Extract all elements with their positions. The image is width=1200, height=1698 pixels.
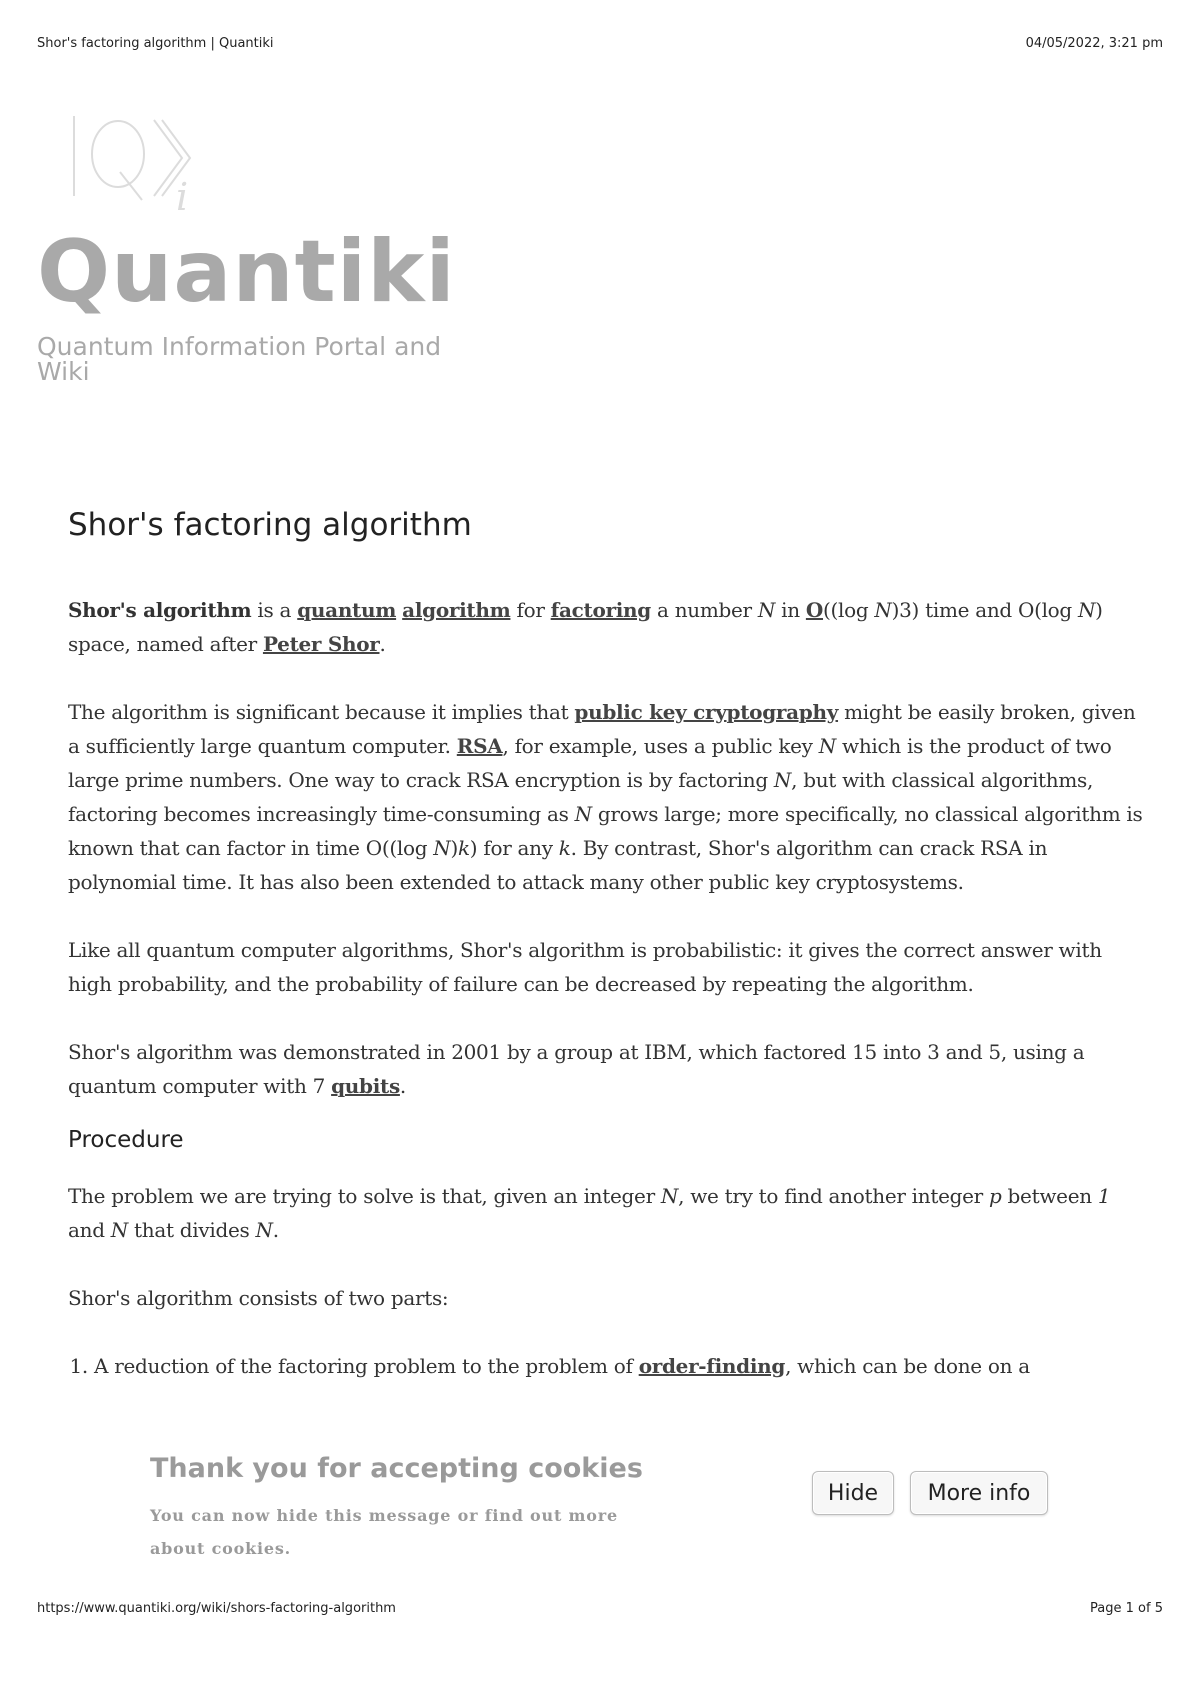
demonstration-paragraph: Shor's algorithm was demonstrated in 2001 by a group at IBM, which factored 15 into 3 and 5, using a quantum computer with 7 qubits.	[68, 1040, 1085, 1098]
link-peter-shor[interactable]: Peter Shor	[262, 632, 380, 656]
print-header	[37, 36, 1163, 51]
parts-list	[68, 1349, 1148, 1383]
significance-paragraph: The algorithm is significant because it implies that public key cryptography might be easily broken, given a sufficiently large quantum computer. RSA, for example, uses a public key N which is the product of two large prime numbers. One way to crack RSA encryption is by factoring N, but with classical algorithms, factoring becomes increasingly time-consuming as N grows large; more specifically, no classical algorithm is known that can factor in time O((log N)k) for any k. By contrast, Shor's algorithm can crack RSA in polynomial time. It has also been extended to attack many other public key cryptosystems.	[68, 700, 1143, 894]
svg-text:i: i	[176, 175, 189, 217]
print-footer-url: https://www.quantiki.org/wiki/shors-factoring-algorithm	[37, 1601, 396, 1616]
list-item: 1. A reduction of the factoring problem to the problem of order-finding, which can be done on a	[94, 1349, 1148, 1383]
cookie-banner-title: Thank you for accepting cookies	[150, 1453, 643, 1484]
cookie-banner-text: You can now hide this message or find out more about cookies.	[150, 1506, 618, 1558]
print-header-title: Shor's factoring algorithm | Quantiki	[37, 36, 274, 51]
term-shors-algorithm: Shor's algorithm	[68, 598, 252, 622]
intro-paragraph: Shor's algorithm is a quantum algorithm for factoring a number N in O((log N)3) time and O(log N) space, named after Peter Shor.	[68, 598, 1103, 656]
link-qubits[interactable]: qubits	[331, 1074, 400, 1098]
page-title: Shor's factoring algorithm	[68, 507, 472, 543]
print-footer-page: Page 1 of 5	[1090, 1601, 1163, 1616]
print-header-datetime: 04/05/2022, 3:21 pm	[1025, 36, 1163, 51]
cookie-banner	[150, 1449, 1050, 1579]
link-rsa[interactable]: RSA	[456, 734, 503, 758]
hide-button[interactable]: Hide	[812, 1471, 894, 1515]
more-info-button[interactable]: More info	[910, 1471, 1048, 1515]
link-algorithm[interactable]: algorithm	[402, 598, 511, 622]
link-order-finding[interactable]: order-finding	[638, 1354, 786, 1378]
parts-intro-paragraph: Shor's algorithm consists of two parts:	[68, 1286, 449, 1310]
probabilistic-paragraph: Like all quantum computer algorithms, Shor's algorithm is probabilistic: it gives the correct answer with high probability, and the probability of failure can be decreased by repeating the algorithm.	[68, 938, 1102, 996]
site-slogan: Quantum Information Portal and Wiki	[37, 332, 442, 386]
link-factoring[interactable]: factoring	[550, 598, 651, 622]
site-name[interactable]: Quantiki	[37, 222, 456, 322]
link-quantum[interactable]: quantum	[297, 598, 397, 622]
link-big-o[interactable]: O	[805, 598, 824, 622]
link-public-key-cryptography[interactable]: public key cryptography	[574, 700, 839, 724]
problem-paragraph: The problem we are trying to solve is that, given an integer N, we try to find another integer p between 1 and N that divides N.	[68, 1184, 1111, 1242]
print-footer	[37, 1601, 1163, 1616]
qi-logo-icon[interactable]	[70, 112, 210, 217]
procedure-heading: Procedure	[68, 1127, 184, 1153]
article-content	[68, 505, 1148, 1383]
